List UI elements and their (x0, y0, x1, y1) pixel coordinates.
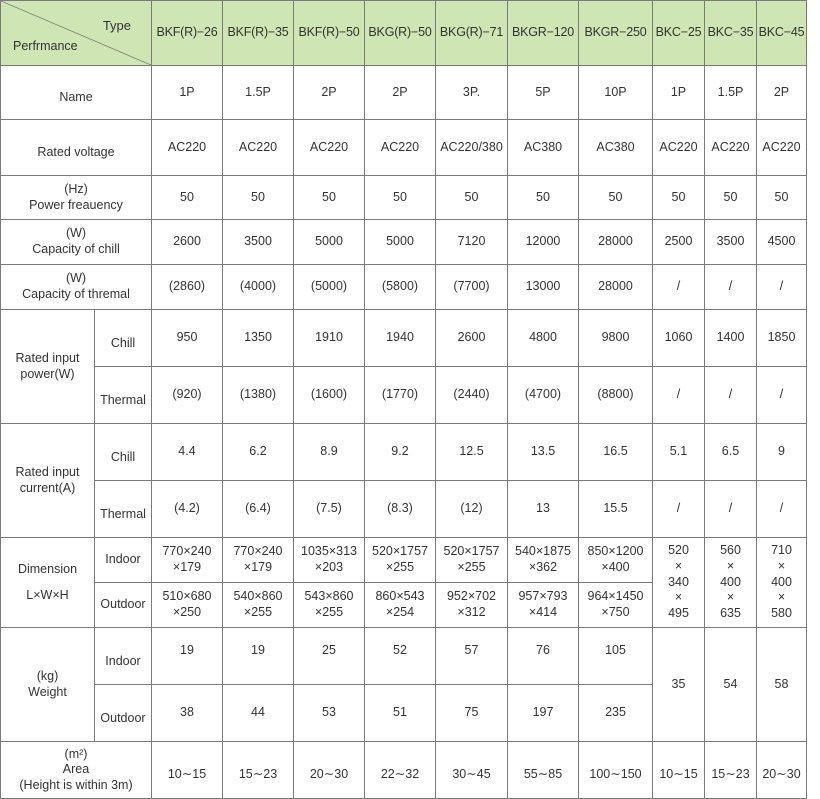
voltage-value: AC220 (152, 120, 223, 176)
capacity-chill-text: Capacity of chill (32, 242, 120, 256)
area-value: 10∼15 (653, 742, 705, 799)
dimension-text: Dimension (17, 561, 78, 576)
capacity-thermal-value: (7700) (436, 265, 508, 310)
capacity-thermal-value: / (705, 265, 757, 310)
name-value: 1P (653, 66, 705, 120)
capacity-thermal-value: (2860) (152, 265, 223, 310)
row-capacity-thermal (1, 265, 807, 310)
area-value: 20∼30 (757, 742, 807, 799)
input-power-thermal-value: (4700) (508, 367, 579, 424)
weight-combined-value: 58 (757, 628, 807, 742)
input-power-chill-value: 1940 (365, 310, 436, 367)
weight-indoor-value: 25 (294, 628, 365, 685)
weight-outdoor-value: 44 (223, 685, 294, 742)
name-value: 10P (579, 66, 653, 120)
unit-m2: (m²) (64, 746, 88, 761)
model-header: BKG(R)−50 (365, 1, 436, 66)
area-value: 15∼23 (705, 742, 757, 799)
frequency-value: 50 (223, 176, 294, 220)
power-frequency-label (1, 176, 152, 220)
name-label: Name (1, 66, 152, 120)
rated-input-text: Rated input (15, 464, 80, 479)
input-current-chill-value: 16.5 (579, 424, 653, 481)
dimension-indoor-value: 770×240 ×179 (223, 538, 294, 583)
dimension-combined-value: 710 × 400 × 580 (757, 538, 807, 628)
name-value: 1.5P (705, 66, 757, 120)
row-power-frequency (1, 176, 807, 220)
unit-hz: (Hz) (64, 181, 88, 196)
input-current-thermal-value: 13 (508, 481, 579, 538)
weight-text: Weight (28, 684, 67, 699)
indoor-sublabel: Indoor (95, 538, 152, 583)
input-power-chill-value: 1350 (223, 310, 294, 367)
dimension-indoor-value: 540×1875 ×362 (508, 538, 579, 583)
input-power-chill-value: 1400 (705, 310, 757, 367)
model-header: BKF(R)−50 (294, 1, 365, 66)
capacity-thermal-label (1, 265, 152, 310)
row-dimension-indoor (1, 538, 807, 583)
weight-indoor-value: 19 (152, 628, 223, 685)
voltage-value: AC220 (365, 120, 436, 176)
power-frequency-text: Power freauency (29, 197, 123, 212)
unit-w: (W) (65, 226, 87, 241)
model-header: BKF(R)−35 (223, 1, 294, 66)
thermal-sublabel: Thermal (95, 481, 152, 538)
capacity-chill-value: 5000 (294, 220, 365, 265)
input-power-thermal-value: (1600) (294, 367, 365, 424)
chill-sublabel: Chill (95, 310, 152, 367)
row-rated-voltage (1, 120, 807, 176)
weight-indoor-value: 76 (508, 628, 579, 685)
weight-outdoor-value: 53 (294, 685, 365, 742)
lwh-text: L×W×H (26, 587, 69, 602)
input-current-chill-value: 4.4 (152, 424, 223, 481)
capacity-chill-value: 4500 (757, 220, 807, 265)
capacity-thermal-value: (4000) (223, 265, 294, 310)
input-power-chill-value: 4800 (508, 310, 579, 367)
rated-voltage-label: Rated voltage (1, 120, 152, 176)
model-header: BKGR−120 (508, 1, 579, 66)
frequency-value: 50 (508, 176, 579, 220)
capacity-chill-value: 5000 (365, 220, 436, 265)
input-current-thermal-value: / (757, 481, 807, 538)
frequency-value: 50 (579, 176, 653, 220)
input-power-chill-value: 1060 (653, 310, 705, 367)
frequency-value: 50 (152, 176, 223, 220)
rated-input-power-label (1, 310, 95, 424)
name-value: 3P. (436, 66, 508, 120)
area-label (1, 742, 152, 799)
voltage-value: AC220 (653, 120, 705, 176)
dimension-label (1, 538, 95, 628)
dimension-outdoor-value: 540×860 ×255 (223, 583, 294, 628)
input-power-chill-value: 9800 (579, 310, 653, 367)
input-current-thermal-value: / (653, 481, 705, 538)
frequency-value: 50 (365, 176, 436, 220)
area-value: 10∼15 (152, 742, 223, 799)
input-power-chill-value: 950 (152, 310, 223, 367)
frequency-value: 50 (294, 176, 365, 220)
input-current-chill-value: 5.1 (653, 424, 705, 481)
model-header: BKC−35 (705, 1, 757, 66)
area-note: (Height is within 3m) (19, 777, 133, 792)
dimension-indoor-value: 520×1757 ×255 (365, 538, 436, 583)
dimension-outdoor-value: 860×543 ×254 (365, 583, 436, 628)
weight-combined-value: 54 (705, 628, 757, 742)
input-power-thermal-value: (1770) (365, 367, 436, 424)
capacity-thermal-value: (5800) (365, 265, 436, 310)
input-power-thermal-value: / (757, 367, 807, 424)
dimension-indoor-value: 770×240 ×179 (152, 538, 223, 583)
indoor-sublabel: Indoor (95, 628, 152, 685)
input-current-thermal-value: (12) (436, 481, 508, 538)
input-current-chill-value: 9.2 (365, 424, 436, 481)
chill-sublabel: Chill (95, 424, 152, 481)
row-name (1, 66, 807, 120)
row-input-power-chill (1, 310, 807, 367)
weight-indoor-value: 52 (365, 628, 436, 685)
performance-label: Perfrmance (13, 39, 78, 54)
outdoor-sublabel: Outdoor (95, 583, 152, 628)
row-capacity-chill (1, 220, 807, 265)
weight-outdoor-value: 197 (508, 685, 579, 742)
dimension-outdoor-value: 957×793 ×414 (508, 583, 579, 628)
area-value: 22∼32 (365, 742, 436, 799)
type-label: Type (102, 18, 131, 33)
frequency-value: 50 (436, 176, 508, 220)
input-current-thermal-value: (6.4) (223, 481, 294, 538)
input-current-chill-value: 8.9 (294, 424, 365, 481)
header-row (1, 1, 807, 66)
current-a-text: current(A) (19, 480, 76, 495)
input-power-thermal-value: (920) (152, 367, 223, 424)
rated-input-text: Rated input (15, 350, 80, 365)
capacity-chill-value: 7120 (436, 220, 508, 265)
area-value: 100∼150 (579, 742, 653, 799)
name-value: 2P (365, 66, 436, 120)
area-value: 55∼85 (508, 742, 579, 799)
frequency-value: 50 (653, 176, 705, 220)
area-value: 15∼23 (223, 742, 294, 799)
voltage-value: AC220 (223, 120, 294, 176)
row-input-current-thermal (1, 481, 807, 538)
weight-label (1, 628, 95, 742)
input-current-chill-value: 13.5 (508, 424, 579, 481)
frequency-value: 50 (705, 176, 757, 220)
input-current-thermal-value: (7.5) (294, 481, 365, 538)
capacity-chill-value: 3500 (705, 220, 757, 265)
input-current-chill-value: 12.5 (436, 424, 508, 481)
input-current-thermal-value: (4.2) (152, 481, 223, 538)
voltage-value: AC220/380 (436, 120, 508, 176)
area-value: 30∼45 (436, 742, 508, 799)
input-power-chill-value: 1910 (294, 310, 365, 367)
input-power-chill-value: 1850 (757, 310, 807, 367)
row-area (1, 742, 807, 799)
name-value: 2P (294, 66, 365, 120)
weight-outdoor-value: 235 (579, 685, 653, 742)
frequency-value: 50 (757, 176, 807, 220)
input-power-thermal-value: / (653, 367, 705, 424)
weight-indoor-value: 105 (579, 628, 653, 685)
capacity-thermal-text: Capacity of thremal (22, 287, 130, 301)
capacity-thermal-value: (5000) (294, 265, 365, 310)
capacity-chill-value: 12000 (508, 220, 579, 265)
input-current-chill-value: 6.2 (223, 424, 294, 481)
row-input-current-chill (1, 424, 807, 481)
capacity-chill-value: 3500 (223, 220, 294, 265)
model-header: BKC−25 (653, 1, 705, 66)
model-header: BKGR−250 (579, 1, 653, 66)
dimension-combined-value: 560 × 400 × 635 (705, 538, 757, 628)
name-value: 1.5P (223, 66, 294, 120)
unit-w: (W) (65, 271, 87, 286)
input-power-chill-value: 2600 (436, 310, 508, 367)
voltage-value: AC380 (508, 120, 579, 176)
model-header: BKF(R)−26 (152, 1, 223, 66)
dimension-indoor-value: 850×1200 ×400 (579, 538, 653, 583)
name-value: 1P (152, 66, 223, 120)
weight-combined-value: 35 (653, 628, 705, 742)
name-value: 5P (508, 66, 579, 120)
input-power-thermal-value: (1380) (223, 367, 294, 424)
dimension-outdoor-value: 510×680 ×250 (152, 583, 223, 628)
capacity-thermal-value: / (653, 265, 705, 310)
dimension-combined-value: 520 × 340 × 495 (653, 538, 705, 628)
voltage-value: AC220 (294, 120, 365, 176)
model-header: BKG(R)−71 (436, 1, 508, 66)
thermal-sublabel: Thermal (95, 367, 152, 424)
capacity-thermal-value: 13000 (508, 265, 579, 310)
input-power-thermal-value: (2440) (436, 367, 508, 424)
name-value: 2P (757, 66, 807, 120)
voltage-value: AC220 (757, 120, 807, 176)
capacity-chill-value: 2600 (152, 220, 223, 265)
power-w-text: power(W) (20, 366, 75, 381)
weight-indoor-value: 57 (436, 628, 508, 685)
dimension-indoor-value: 520×1757 ×255 (436, 538, 508, 583)
row-weight-indoor (1, 628, 807, 685)
weight-indoor-value: 19 (223, 628, 294, 685)
capacity-thermal-value: / (757, 265, 807, 310)
voltage-value: AC220 (705, 120, 757, 176)
dimension-indoor-value: 1035×313 ×203 (294, 538, 365, 583)
weight-outdoor-value: 75 (436, 685, 508, 742)
row-input-power-thermal (1, 367, 807, 424)
outdoor-sublabel: Outdoor (95, 685, 152, 742)
capacity-chill-value: 28000 (579, 220, 653, 265)
weight-outdoor-value: 38 (152, 685, 223, 742)
input-current-chill-value: 9 (757, 424, 807, 481)
dimension-outdoor-value: 952×702 ×312 (436, 583, 508, 628)
area-value: 20∼30 (294, 742, 365, 799)
dimension-outdoor-value: 543×860 ×255 (294, 583, 365, 628)
capacity-chill-value: 2500 (653, 220, 705, 265)
capacity-chill-label (1, 220, 152, 265)
voltage-value: AC380 (579, 120, 653, 176)
input-power-thermal-value: (8800) (579, 367, 653, 424)
model-header: BKC−45 (757, 1, 807, 66)
dimension-outdoor-value: 964×1450 ×750 (579, 583, 653, 628)
input-current-chill-value: 6.5 (705, 424, 757, 481)
corner-header-cell (1, 1, 152, 66)
capacity-thermal-value: 28000 (579, 265, 653, 310)
input-current-thermal-value: 15.5 (579, 481, 653, 538)
weight-outdoor-value: 51 (365, 685, 436, 742)
area-text: Area (62, 762, 90, 777)
unit-kg: (kg) (36, 668, 59, 683)
input-current-thermal-value: / (705, 481, 757, 538)
input-power-thermal-value: / (705, 367, 757, 424)
input-current-thermal-value: (8.3) (365, 481, 436, 538)
rated-input-current-label (1, 424, 95, 538)
